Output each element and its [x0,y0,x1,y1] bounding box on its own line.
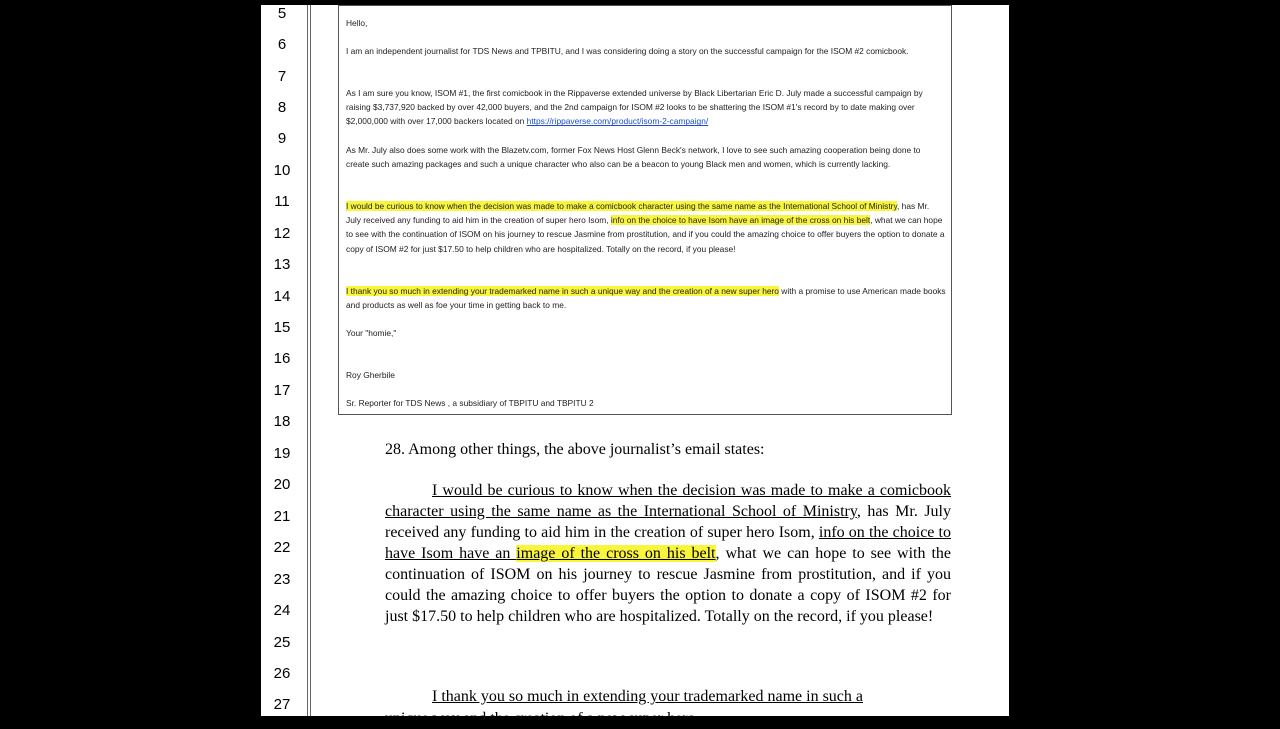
email-screenshot [338,5,952,415]
quoted-passage-second [385,686,951,707]
email-text: As I am sure you know, ISOM #1, the first comicbook in the Rippaverse extended universe by Black Libertarian Eric D. July made a successful campaign by raising $3,737,920 backed by over 42,000 buyers, and the 2nd campaign for ISOM #2 looks to be shattering the ISOM #1's record by to date making over $2,000,000 with over 17,000 backers located on [346,88,923,127]
line-number: 27 [273,696,291,713]
line-number: 21 [273,508,291,525]
line-number: 15 [273,319,291,336]
document-page [261,5,1009,727]
line-number: 13 [273,256,291,273]
line-number: 14 [273,288,291,305]
line-number: 24 [273,602,291,619]
line-number: 19 [273,445,291,462]
highlighted-text: I thank you so much in extending your trademarked name in such a unique way and the creation of a new super hero [346,286,779,296]
left-margin-rule-inner [310,5,311,716]
quote-text: , what we can hope to see with the continuation of ISOM on his journey to rescue Jasmine from prostitution, and if you could the amazing choice to offer buyers the option to donate a copy of ISOM #2 for just $17.50 to help children who are hospitalized. Totally on the record, if you please! [385,545,951,625]
highlighted-text: info on the choice to have Isom have an image of the cross on his belt [610,215,871,226]
email-paragraph-highlighted [346,284,946,312]
underlined-text: I thank you so much in extending your trademarked name in such a [432,688,863,705]
line-number: 5 [277,5,287,22]
line-number: 17 [273,382,291,399]
cutoff-line [385,708,951,727]
line-number: 20 [273,476,291,493]
line-number: 9 [277,130,287,147]
email-text: with a promise to use American made books and products as well as foe your time in getting back to me. [346,286,946,311]
email-greeting: Hello, [346,18,368,28]
line-number: 25 [273,634,291,651]
line-number: 18 [273,413,291,430]
paragraph-28-heading: 28. Among other things, the above journalist’s email states: [385,441,765,458]
email-signoff: Your "homie," [346,328,397,338]
email-sender-title: Sr. Reporter for TDS News , a subsidiary of TBPITU and TBPITU 2 [346,398,594,408]
email-paragraph: I am an independent journalist for TDS News and TPBITU, and I was considering doing a story on the successful campaign for the ISOM #2 comicbook. [346,46,909,56]
campaign-link[interactable]: https://rippaverse.com/product/isom-2-campaign/ [526,116,709,127]
quoted-passage [385,480,951,627]
line-number: 26 [273,665,291,682]
email-sender-name: Roy Gherbile [346,370,395,380]
highlighted-text: image of the cross on his belt [516,545,716,562]
left-margin-rule [307,5,308,716]
underlined-text: I would be curious to know when the decision was made to make a comicbook character using the same name as the International School of Ministry [385,482,951,520]
line-number: 12 [273,225,291,242]
underlined-text: info on the choice to have Isom have an [385,524,952,562]
line-number: 23 [273,571,291,588]
line-number: 10 [273,162,291,179]
line-number: 11 [274,193,290,210]
highlighted-text: I would be curious to know when the decision was made to make a comicbook character using the same name as the International School of Ministry [346,201,898,211]
quote-text: , has Mr. July received any funding to aid him in the creation of super hero Isom, [385,503,951,541]
email-text: , what we can hope to see with the continuation of ISOM on his journey to rescue Jasmine from prostitution, and if you could the amazing choice to offer buyers the option to donate a copy of ISOM #2 for just $17.50 to help children who are hospitalized. Totally on the record, if you please! [346,215,945,254]
line-number: 8 [277,99,287,116]
email-text: , has Mr. July received any funding to aid him in the creation of super hero Isom, [346,201,930,226]
email-paragraph-highlighted [346,199,946,256]
line-number: 16 [273,350,291,367]
email-paragraph: As Mr. July also does some work with the Blazetv.com, former Fox News Host Glenn Beck's network, I love to see such amazing cooperation being done to create such amazing packages and such a unique character who also can be a beacon to young Black men and women, which is currently lacking. [346,145,921,170]
line-number: 6 [277,36,287,53]
underlined-text: unique way and the creation of a new super hero [385,710,696,727]
line-number: 7 [277,68,287,85]
line-number: 22 [273,539,291,556]
email-paragraph [346,86,946,129]
